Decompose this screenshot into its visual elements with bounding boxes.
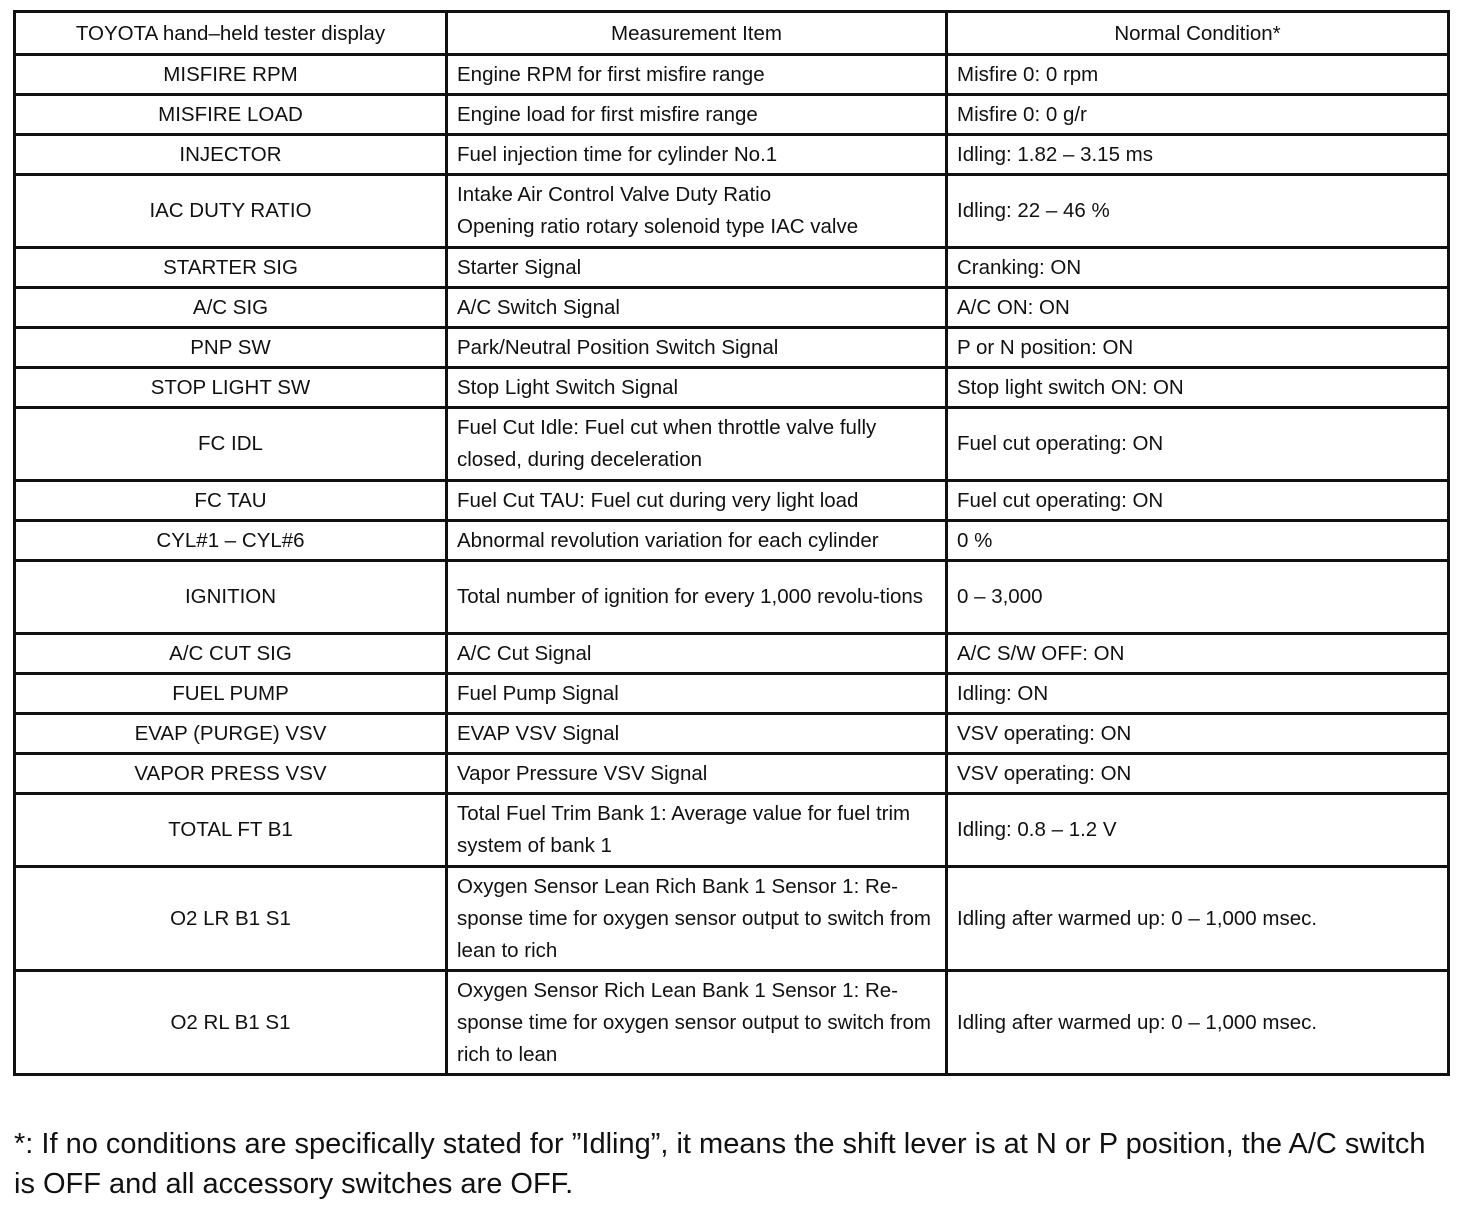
display-cell: STARTER SIG bbox=[15, 248, 447, 288]
display-cell: STOP LIGHT SW bbox=[15, 368, 447, 408]
normal-condition-cell: Stop light switch ON: ON bbox=[947, 368, 1449, 408]
display-cell: INJECTOR bbox=[15, 135, 447, 175]
display-cell: A/C CUT SIG bbox=[15, 634, 447, 674]
table-row bbox=[15, 95, 1449, 135]
measurement-item-cell: Fuel injection time for cylinder No.1 bbox=[447, 135, 947, 175]
measurement-item-cell: Engine RPM for first misfire range bbox=[447, 55, 947, 95]
normal-condition-cell: Fuel cut operating: ON bbox=[947, 481, 1449, 521]
display-cell: A/C SIG bbox=[15, 288, 447, 328]
normal-condition-cell: Idling: 1.82 – 3.15 ms bbox=[947, 135, 1449, 175]
header-measurement-item: Measurement Item bbox=[447, 12, 947, 55]
normal-condition-cell: VSV operating: ON bbox=[947, 714, 1449, 754]
measurement-item-cell: Stop Light Switch Signal bbox=[447, 368, 947, 408]
data-list-table bbox=[13, 10, 1450, 1076]
display-cell: PNP SW bbox=[15, 328, 447, 368]
display-cell: VAPOR PRESS VSV bbox=[15, 754, 447, 794]
table-row bbox=[15, 521, 1449, 561]
table-row bbox=[15, 674, 1449, 714]
table-header bbox=[15, 12, 1449, 55]
table-row bbox=[15, 175, 1449, 248]
table-row bbox=[15, 561, 1449, 634]
table-row bbox=[15, 248, 1449, 288]
display-cell: IAC DUTY RATIO bbox=[15, 175, 447, 248]
normal-condition-cell: A/C ON: ON bbox=[947, 288, 1449, 328]
normal-condition-cell: P or N position: ON bbox=[947, 328, 1449, 368]
footnote: *: If no conditions are specifically stated for ”Idling”, it means the shift lever is at N or P position, the A/C switch is OFF and all accessory switches are OFF. bbox=[14, 1128, 1426, 1200]
display-cell: FUEL PUMP bbox=[15, 674, 447, 714]
header-row bbox=[15, 12, 1449, 55]
measurement-item-cell: Fuel Cut Idle: Fuel cut when throttle valve fully closed, during deceleration bbox=[447, 408, 947, 481]
table-row bbox=[15, 867, 1449, 971]
display-cell: O2 RL B1 S1 bbox=[15, 971, 447, 1075]
measurement-item-cell: A/C Switch Signal bbox=[447, 288, 947, 328]
display-cell: CYL#1 – CYL#6 bbox=[15, 521, 447, 561]
table-row bbox=[15, 328, 1449, 368]
measurement-item-cell: Total number of ignition for every 1,000 revolu-tions bbox=[447, 561, 947, 634]
table-row bbox=[15, 971, 1449, 1075]
display-cell: FC IDL bbox=[15, 408, 447, 481]
table-row bbox=[15, 288, 1449, 328]
normal-condition-cell: Idling: 22 – 46 % bbox=[947, 175, 1449, 248]
table-row bbox=[15, 55, 1449, 95]
table-row bbox=[15, 794, 1449, 867]
display-cell: MISFIRE LOAD bbox=[15, 95, 447, 135]
display-cell: IGNITION bbox=[15, 561, 447, 634]
normal-condition-cell: Misfire 0: 0 rpm bbox=[947, 55, 1449, 95]
normal-condition-cell: VSV operating: ON bbox=[947, 754, 1449, 794]
normal-condition-cell: Fuel cut operating: ON bbox=[947, 408, 1449, 481]
display-cell: FC TAU bbox=[15, 481, 447, 521]
display-cell: O2 LR B1 S1 bbox=[15, 867, 447, 971]
table-body bbox=[15, 55, 1449, 1075]
normal-condition-cell: Idling: ON bbox=[947, 674, 1449, 714]
table-row bbox=[15, 714, 1449, 754]
measurement-item-cell: Oxygen Sensor Rich Lean Bank 1 Sensor 1: Re-sponse time for oxygen sensor output to switch from rich to lean bbox=[447, 971, 947, 1075]
measurement-item-cell: Starter Signal bbox=[447, 248, 947, 288]
measurement-item-cell: Vapor Pressure VSV Signal bbox=[447, 754, 947, 794]
measurement-item-cell: Intake Air Control Valve Duty Ratio Opening ratio rotary solenoid type IAC valve bbox=[447, 175, 947, 248]
table-row bbox=[15, 408, 1449, 481]
header-display: TOYOTA hand–held tester display bbox=[15, 12, 447, 55]
display-cell: EVAP (PURGE) VSV bbox=[15, 714, 447, 754]
table-row bbox=[15, 135, 1449, 175]
measurement-item-cell: Fuel Cut TAU: Fuel cut during very light load bbox=[447, 481, 947, 521]
normal-condition-cell: Idling: 0.8 – 1.2 V bbox=[947, 794, 1449, 867]
normal-condition-cell: 0 % bbox=[947, 521, 1449, 561]
table-row bbox=[15, 368, 1449, 408]
display-cell: MISFIRE RPM bbox=[15, 55, 447, 95]
measurement-item-cell: A/C Cut Signal bbox=[447, 634, 947, 674]
display-cell: TOTAL FT B1 bbox=[15, 794, 447, 867]
measurement-item-cell: Park/Neutral Position Switch Signal bbox=[447, 328, 947, 368]
table-row bbox=[15, 754, 1449, 794]
measurement-item-cell: Fuel Pump Signal bbox=[447, 674, 947, 714]
normal-condition-cell: Idling after warmed up: 0 – 1,000 msec. bbox=[947, 971, 1449, 1075]
measurement-item-cell: Total Fuel Trim Bank 1: Average value for fuel trim system of bank 1 bbox=[447, 794, 947, 867]
normal-condition-cell: Cranking: ON bbox=[947, 248, 1449, 288]
normal-condition-cell: 0 – 3,000 bbox=[947, 561, 1449, 634]
normal-condition-cell: A/C S/W OFF: ON bbox=[947, 634, 1449, 674]
measurement-item-cell: Abnormal revolution variation for each cylinder bbox=[447, 521, 947, 561]
table-row bbox=[15, 634, 1449, 674]
table-row bbox=[15, 481, 1449, 521]
normal-condition-cell: Idling after warmed up: 0 – 1,000 msec. bbox=[947, 867, 1449, 971]
header-normal-condition: Normal Condition* bbox=[947, 12, 1449, 55]
normal-condition-cell: Misfire 0: 0 g/r bbox=[947, 95, 1449, 135]
measurement-item-cell: Oxygen Sensor Lean Rich Bank 1 Sensor 1: Re-sponse time for oxygen sensor output to switch from lean to rich bbox=[447, 867, 947, 971]
measurement-item-cell: Engine load for first misfire range bbox=[447, 95, 947, 135]
measurement-item-cell: EVAP VSV Signal bbox=[447, 714, 947, 754]
